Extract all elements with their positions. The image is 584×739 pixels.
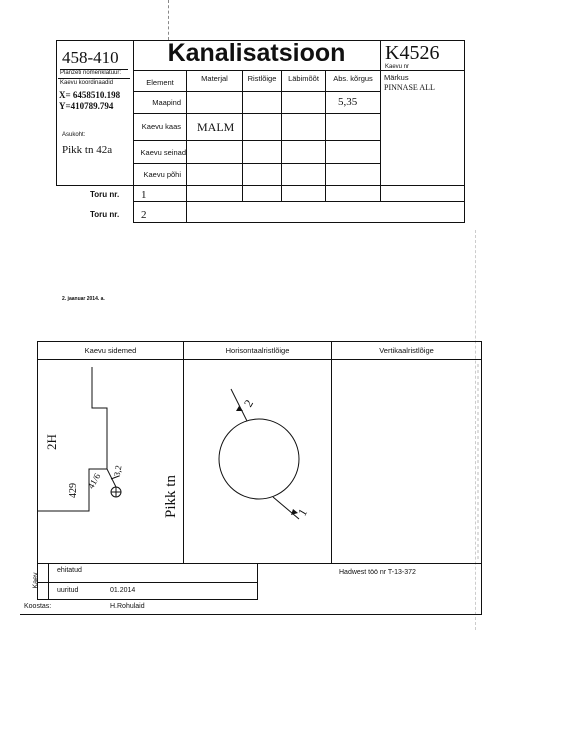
label-3-2: 3,2 <box>111 464 124 478</box>
location-value: Pikk tn 42a <box>62 144 113 156</box>
nomenclature-label: Planzeti nomenklatuur: <box>60 70 122 76</box>
pipe-label-bottom: 1 <box>295 506 311 519</box>
label-2h: 2H <box>43 434 59 450</box>
row-well-bottom: Kaevu põhi <box>143 170 181 179</box>
section-connections: Kaevu sidemed <box>84 346 137 355</box>
label-416: 41/6 <box>85 471 103 491</box>
coordinates-label: Kaevu koordinaadid <box>60 80 114 86</box>
section-vertical: Vertikaalristlõige <box>379 346 434 355</box>
well-number-label: Kaevu nr <box>385 64 410 70</box>
updated-value: 01.2014 <box>110 587 136 594</box>
built-label: ehitatud <box>57 567 82 574</box>
row-well-walls: Kaevu seinad <box>140 148 186 157</box>
sketch-drawings <box>37 359 482 563</box>
location-label: Asukoht: <box>62 132 86 138</box>
row-well-cover: Kaevu kaas <box>141 122 181 131</box>
header-diameter: Läbimõõt <box>288 74 319 83</box>
author-label: Koostas: <box>24 603 52 610</box>
x-coordinate: X= 6458510.198 <box>59 90 121 100</box>
card-title: Kanalisatsioon <box>167 39 346 67</box>
side-label: Kaev <box>32 572 40 589</box>
header-cross-section: Ristlõige <box>247 74 277 83</box>
header-abs-height: Abs. kõrgus <box>333 74 373 83</box>
row-ground: Maapind <box>152 98 181 107</box>
section-horizontal: Horisontaalristlõige <box>225 346 290 355</box>
card-number: 458-410 <box>62 48 119 67</box>
pipe-line-top <box>231 389 247 421</box>
author-name: H.Rohulaid <box>110 603 145 610</box>
print-date: 2. jaanuar 2014. a. <box>62 296 105 302</box>
pipe-1: 1 <box>141 189 147 201</box>
arrow-icon <box>236 406 243 411</box>
pipe-label-top: 2 <box>241 397 257 410</box>
y-coordinate: Y=410789.794 <box>59 101 114 111</box>
remark-value: PINNASE ALL <box>384 83 435 92</box>
work-number: Hadwest töö nr T-13-372 <box>339 569 416 576</box>
pipe-label-2: Toru nr. <box>90 210 120 219</box>
manhole-circle-icon <box>219 419 299 499</box>
header-element: Element <box>146 78 174 87</box>
scan-mark <box>168 0 169 40</box>
cover-material: MALM <box>197 120 235 134</box>
ground-abs-height: 5,35 <box>338 96 358 108</box>
well-id: K4526 <box>385 42 440 64</box>
header-material: Materjal <box>201 74 228 83</box>
pipe-line-bottom <box>273 497 299 519</box>
updated-label: uuritud <box>57 587 79 594</box>
header-remark: Märkus <box>384 73 409 82</box>
pipe-label-1: Toru nr. <box>90 190 120 199</box>
street-label: Pikk tn <box>162 475 179 518</box>
pipe-2: 2 <box>141 209 147 221</box>
label-429: 429 <box>68 483 79 498</box>
